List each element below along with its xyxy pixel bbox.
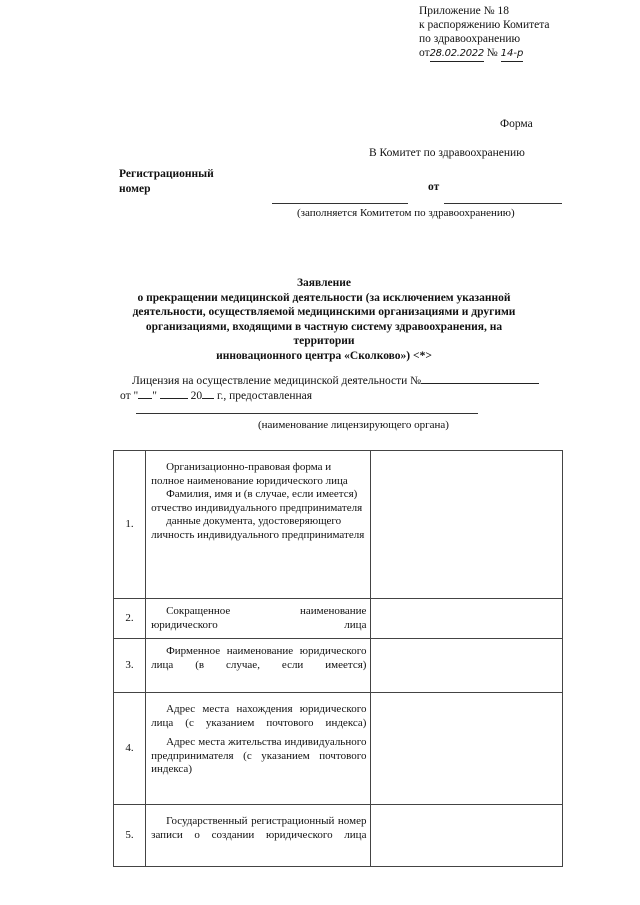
license-authority-note: (наименование лицензирующего органа)	[258, 419, 449, 431]
title-line-1: Заявление	[296, 277, 351, 289]
table-row	[114, 451, 563, 599]
row-number: 5.	[114, 805, 146, 867]
license-month-field[interactable]	[160, 398, 188, 399]
row-1-org-form: Организационно-правовая форма и полное наименование юридического лица	[151, 461, 348, 487]
license-year-prefix: 20	[190, 390, 203, 402]
annex-line-3: по здравоохранению	[419, 33, 521, 45]
row-4-legal-address: Адрес места нахождения юридического лица (с указанием почтового индекса)	[151, 703, 367, 729]
registration-filled-note: (заполняется Комитетом по здравоохранению)	[297, 207, 515, 219]
row-number: 2.	[114, 599, 146, 639]
row-3-value-field[interactable]	[371, 639, 563, 693]
title-line-5: инновационного центра «Сколково») <*>	[216, 349, 432, 362]
registration-date-line	[444, 203, 562, 204]
row-1-value-field[interactable]	[371, 451, 563, 599]
row-label	[146, 639, 371, 693]
annex-number-prefix: №	[486, 47, 498, 59]
license-row-1-text: Лицензия на осуществление медицинской деятельности №	[132, 375, 422, 387]
license-row-1	[132, 374, 539, 388]
registration-number-line	[272, 203, 408, 204]
table-row	[114, 693, 563, 805]
row-label	[146, 451, 371, 599]
annex-line-1: Приложение № 18	[419, 5, 509, 17]
annex-date-prefix: от	[419, 47, 430, 59]
annex-line-2: к распоряжению Комитета	[419, 19, 550, 31]
title-line-3: деятельности, осуществляемой медицинскими организациями и другими	[132, 306, 516, 318]
title-line-2: о прекращении медицинской деятельности (за исключением указанной	[137, 291, 511, 304]
annex-header	[419, 4, 550, 62]
table-row	[114, 639, 563, 693]
license-authority-line[interactable]	[136, 413, 478, 414]
annex-number-handwritten: 14-р	[501, 47, 524, 62]
license-year-field[interactable]	[202, 398, 214, 399]
annex-date-line	[419, 46, 550, 62]
title-line-4: организациями, входящими в частную систему здравоохранения, на территории	[145, 320, 503, 347]
license-date-quote: "	[152, 390, 157, 402]
license-date-suffix: г., предоставленная	[217, 390, 313, 402]
table-row	[114, 599, 563, 639]
license-number-field[interactable]	[421, 383, 539, 384]
row-5-value-field[interactable]	[371, 805, 563, 867]
row-2-short-name: Сокращенное наименование юридического лица	[151, 605, 367, 631]
row-number: 4.	[114, 693, 146, 805]
row-1-identity-doc: данные документа, удостоверяющего личность индивидуального предпринимателя	[151, 515, 365, 541]
row-4-residence-address: Адрес места жительства индивидуального предпринимателя (с указанием почтового индекса)	[151, 736, 367, 775]
row-2-value-field[interactable]	[371, 599, 563, 639]
registration-from-label: от	[428, 181, 440, 193]
row-1-individual-name: Фамилия, имя и (в случае, если имеется) отчество индивидуального предпринимателя	[151, 488, 363, 514]
application-title	[118, 276, 530, 363]
row-number: 1.	[114, 451, 146, 599]
row-5-registration-number: Государственный регистрационный номер записи о создании юридического лица	[151, 815, 367, 841]
registration-label	[119, 167, 214, 197]
row-label	[146, 805, 371, 867]
form-label: Форма	[500, 118, 533, 130]
row-4-value-field[interactable]	[371, 693, 563, 805]
registration-label-line-2: номер	[119, 183, 151, 195]
license-date-prefix: от "	[120, 390, 139, 402]
row-label	[146, 599, 371, 639]
license-row-2	[120, 389, 312, 403]
application-table	[113, 450, 563, 867]
row-number: 3.	[114, 639, 146, 693]
license-day-field[interactable]	[138, 398, 152, 399]
row-3-brand-name: Фирменное наименование юридического лица (в случае, если имеется)	[151, 645, 367, 671]
registration-label-line-1: Регистрационный	[119, 168, 214, 180]
row-label	[146, 693, 371, 805]
annex-date-handwritten: 28.02.2022	[430, 47, 484, 62]
addressee: В Комитет по здравоохранению	[369, 147, 525, 159]
table-row	[114, 805, 563, 867]
